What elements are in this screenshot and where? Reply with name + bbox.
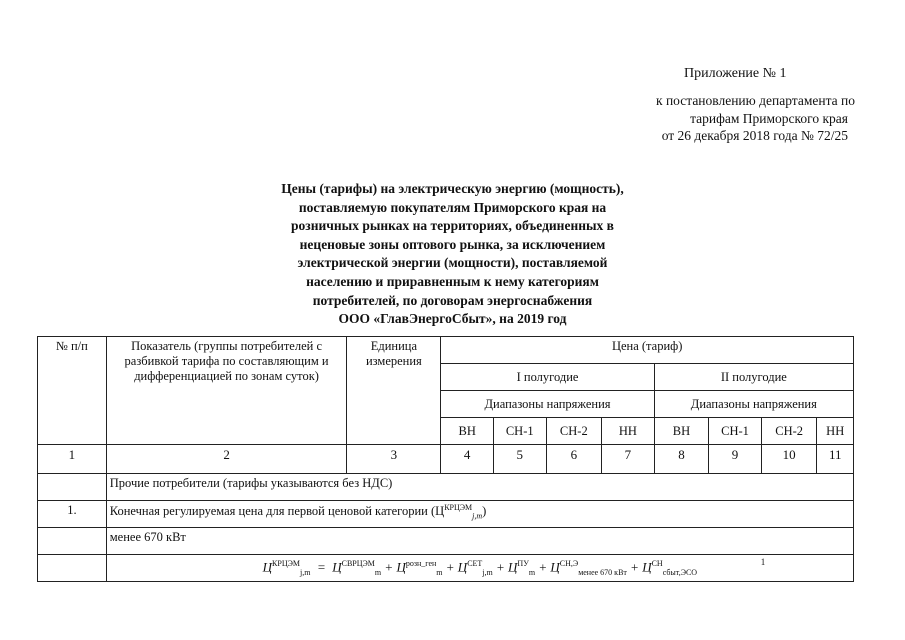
header-price: Цена (тариф) [441, 337, 854, 364]
formula-term: Ц [262, 559, 273, 575]
header-indicator: Показатель (группы потребителей с разбивкой тарифа по составляющим и дифференциацией по зонам суток) [106, 337, 347, 445]
formula-sup: ПУ [517, 559, 529, 569]
row-other-consumers: Прочие потребители (тарифы указываются без НДС) [106, 474, 853, 501]
formula-sup: СЕТ [467, 559, 483, 569]
header-half-2: II полугодие [654, 364, 853, 391]
voltage-header: НН [602, 418, 655, 445]
voltage-header: ВН [654, 418, 709, 445]
voltage-header: НН [817, 418, 854, 445]
column-number: 7 [602, 445, 655, 474]
row-final-price-text: Конечная регулируемая цена для первой ценовой категории (Ц [109, 504, 445, 519]
formula-sub: менее 670 кВт [578, 567, 627, 577]
annex-line-2: тарифам Приморского края [690, 111, 848, 126]
table-row [38, 474, 854, 501]
title-line: Цены (тарифы) на электрическую энергию (мощность), [281, 181, 624, 196]
formula-sup: КРЦЭМ [272, 559, 300, 569]
column-number: 3 [347, 445, 441, 474]
voltage-header: СН-2 [546, 418, 602, 445]
formula-sub: m [374, 567, 382, 577]
document-title [240, 180, 665, 329]
column-number: 10 [761, 445, 817, 474]
formula-sup: СВРЦЭМ [341, 559, 375, 569]
row-final-price-close: ) [482, 504, 487, 519]
formula-term: Ц [332, 559, 342, 575]
annex-line-1: к постановлению департамента по [656, 93, 855, 108]
formula-sub: m [528, 567, 536, 577]
row-final-price-sub: j,m [472, 511, 483, 521]
formula-sub: j,m [482, 567, 493, 577]
voltage-header: СН-1 [493, 418, 546, 445]
column-number: 4 [441, 445, 494, 474]
table-row [38, 555, 854, 582]
title-line: потребителей, по договорам энергоснабжения [312, 292, 593, 308]
formula-sup: СН [651, 559, 663, 569]
title-line: электрической энергии (мощности), поставляемой [297, 255, 608, 271]
table-row [38, 501, 854, 528]
column-number: 11 [817, 445, 854, 474]
header-half-1: I полугодие [441, 364, 654, 391]
column-numbers-row [38, 445, 854, 474]
voltage-header: СН-2 [761, 418, 817, 445]
formula-sub: сбыт,ЭСО [662, 567, 698, 577]
column-number: 8 [654, 445, 709, 474]
footnote-mark: 1 [760, 557, 766, 567]
column-number: 1 [38, 445, 107, 474]
header-unit: Единица измерения [347, 337, 441, 445]
formula-term: Ц [508, 559, 518, 575]
voltage-header: ВН [441, 418, 494, 445]
formula-term: Ц [396, 559, 406, 575]
title-line: населению и приравненным к нему категориям [306, 273, 599, 289]
column-number: 5 [493, 445, 546, 474]
row-final-price [106, 501, 853, 528]
tariff-table [37, 336, 854, 582]
column-number: 9 [709, 445, 762, 474]
title-line: неценовые зоны оптового рынка, за исключением [299, 236, 606, 252]
annex-line-3: от 26 декабря 2018 года № 72/25 [661, 128, 848, 143]
column-number: 6 [546, 445, 602, 474]
annex-title: Приложение № 1 [684, 66, 787, 81]
formula-sub: m [436, 567, 443, 577]
row-under-670: менее 670 кВт [106, 528, 853, 555]
formula-term: Ц [550, 559, 560, 575]
formula-sub: j,m [300, 567, 311, 577]
header-voltage-ranges-1: Диапазоны напряжения [441, 391, 654, 418]
row-number: 1. [38, 501, 107, 528]
formula: $Ц^{КРЦЭМ}_{j,m} = Ц^{СВРЦЭМ}_m + Ц^{розн\_ген}_m + Ц^{СЕТ}_{j,m} + Ц^{ПУ}_m + Ц^{СН,Э}_{менее 670 кВт} + Ц^{СН}_{сбыт,ЭСО}$ 1 [106, 555, 853, 582]
header-number: № п/п [38, 337, 107, 445]
title-line: поставляемую покупателям Приморского края на [298, 199, 607, 215]
voltage-header: СН-1 [709, 418, 762, 445]
title-line: ООО «ГлавЭнергоСбыт», на 2019 год [338, 311, 567, 327]
formula-term: Ц [642, 559, 652, 575]
formula-term: Ц [457, 559, 468, 575]
column-number: 2 [106, 445, 347, 474]
table-row [38, 528, 854, 555]
title-line: розничных рынках на территориях, объединенных в [291, 218, 614, 234]
header-voltage-ranges-2: Диапазоны напряжения [654, 391, 853, 418]
formula-sup: розн_ген [405, 559, 437, 569]
formula-sup: СН,Э [559, 559, 579, 569]
row-final-price-sup: КРЦЭМ [444, 503, 473, 512]
